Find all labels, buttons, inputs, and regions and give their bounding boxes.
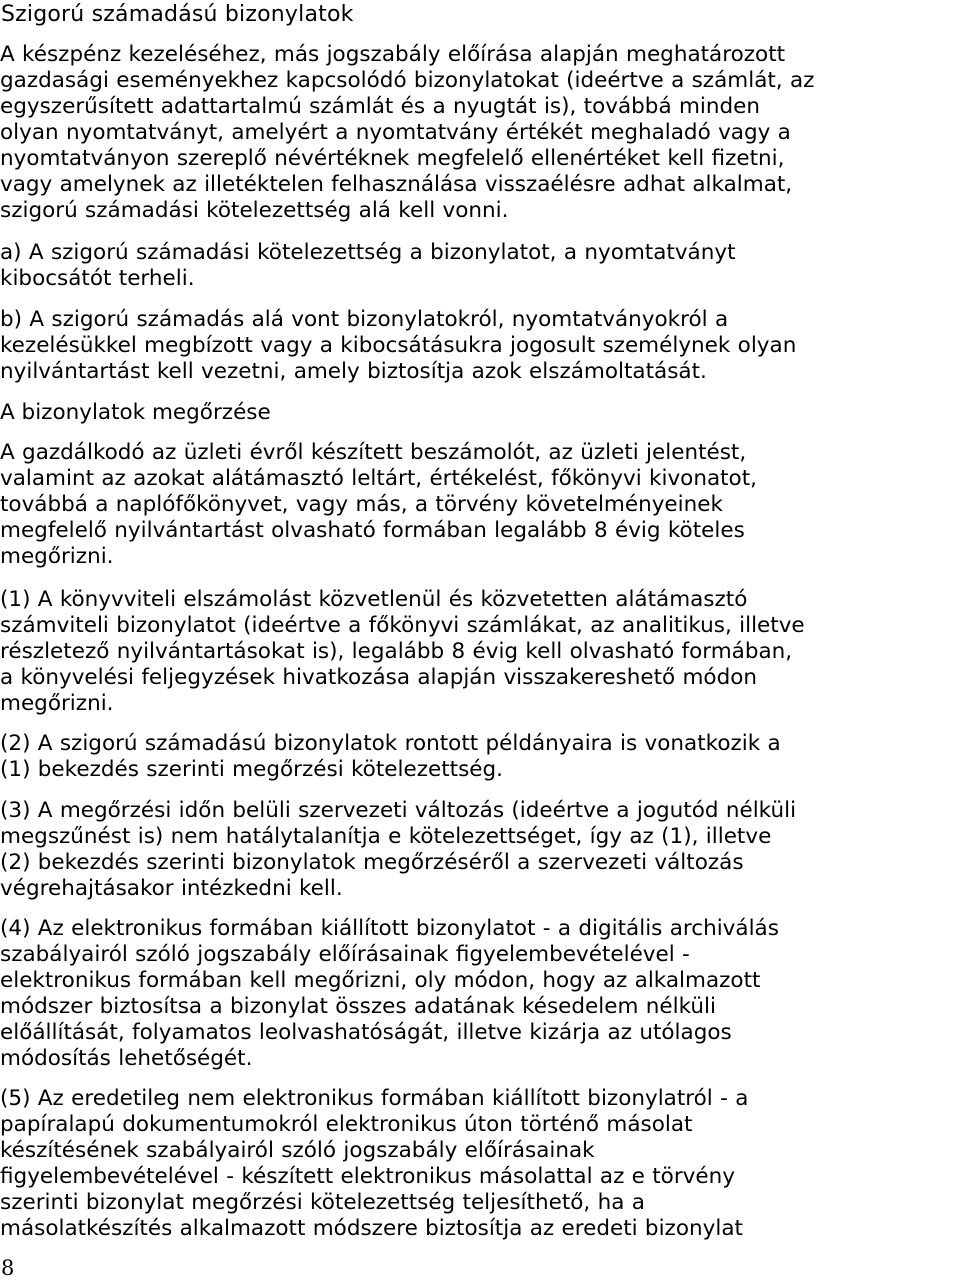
intro-paragraph [0,42,960,224]
text-line: számviteli bizonylatot (ideértve a főkönyvi számlákat, az analitikus, illetve [0,613,805,638]
retention-paragraph [0,440,960,570]
paragraph-5 [0,1086,960,1242]
section-heading: A bizonylatok megőrzése [0,400,271,425]
text-line: megfelelő nyilvántartást olvasható formában legalább 8 évig köteles [0,518,745,543]
paragraph-3 [0,798,960,902]
text-line: részletező nyilvántartásokat is), legalább 8 évig kell olvasható formában, [0,639,793,664]
text-line: elektronikus formában kell megőrizni, oly módon, hogy az alkalmazott [0,968,761,993]
text-line: módszer biztosítsa a bizonylat összes adatának késedelem nélküli [0,994,716,1019]
text-line: a) A szigorú számadási kötelezettség a bizonylatot, a nyomtatványt [0,240,736,265]
text-line: papíralapú dokumentumokról elektronikus úton történő másolat [0,1112,693,1137]
text-line: előállítását, folyamatos leolvashatóságát, illetve kizárja az utólagos [0,1020,732,1045]
page-title: Szigorú számadású bizonylatok [1,2,354,27]
text-line: (1) A könyvviteli elszámolást közvetlenül és közvetetten alátámasztó [0,587,748,612]
text-line: szigorú számadási kötelezettség alá kell vonni. [0,198,509,223]
paragraph-4 [0,916,960,1072]
text-line: módosítás lehetőségét. [0,1046,253,1071]
text-line: végrehajtásakor intézkedni kell. [0,876,343,901]
text-line: figyelembevételével - készített elektronikus másolattal az e törvény [0,1164,735,1189]
text-line: a könyvelési feljegyzések hivatkozása alapján visszakereshető módon [0,665,758,690]
text-line: gazdasági eseményekhez kapcsolódó bizonylatokat (ideértve a számlát, az [0,68,815,93]
text-line: nyomtatványon szereplő névértéknek megfelelő ellenértéket kell fizetni, [0,146,785,171]
text-line: A gazdálkodó az üzleti évről készített beszámolót, az üzleti jelentést, [0,440,747,465]
text-line: (5) Az eredetileg nem elektronikus formában kiállított bizonylatról - a [0,1086,749,1111]
text-line: másolatkészítés alkalmazott módszere biztosítja az eredeti bizonylat [0,1216,743,1241]
text-line: megőrizni. [0,544,114,569]
paragraph-b [0,307,960,385]
text-line: továbbá a naplófőkönyvet, vagy más, a törvény követelményeinek [0,492,723,517]
text-line: vagy amelynek az illetéktelen felhasználása visszaélésre adhat alkalmat, [0,172,793,197]
text-line: megőrizni. [0,691,114,716]
text-line: nyilvántartást kell vezetni, amely biztosítja azok elszámoltatását. [0,359,707,384]
text-line: egyszerűsített adattartalmú számlát és a nyugtát is), továbbá minden [0,94,761,119]
text-line: (4) Az elektronikus formában kiállított bizonylatot - a digitális archiválás [0,916,779,941]
text-line: (2) bekezdés szerinti bizonylatok megőrzéséről a szervezeti változás [0,850,744,875]
text-line: megszűnést is) nem hatálytalanítja e kötelezettséget, így az (1), illetve [0,824,772,849]
page-number: 8 [1,1256,15,1280]
paragraph-2 [0,731,960,783]
text-line: (3) A megőrzési időn belüli szervezeti változás (ideértve a jogutód nélküli [0,798,797,823]
text-line: valamint az azokat alátámasztó leltárt, értékelést, főkönyvi kivonatot, [0,466,757,491]
text-line: szerinti bizonylat megőrzési kötelezettség teljesíthető, ha a [0,1190,645,1215]
text-line: kezelésükkel megbízott vagy a kibocsátásukra jogosult személynek olyan [0,333,797,358]
text-line: (2) A szigorú számadású bizonylatok rontott példányaira is vonatkozik a [0,731,781,756]
text-line: olyan nyomtatványt, amelyért a nyomtatvány értékét meghaladó vagy a [0,120,791,145]
text-line: szabályairól szóló jogszabály előírásainak figyelembevételével - [0,942,690,967]
paragraph-1 [0,587,960,717]
text-line: kibocsátót terheli. [0,266,195,291]
text-line: A készpénz kezeléséhez, más jogszabály előírása alapján meghatározott [0,42,786,67]
text-line: b) A szigorú számadás alá vont bizonylatokról, nyomtatványokról a [0,307,729,332]
text-line: (1) bekezdés szerinti megőrzési kötelezettség. [0,757,503,782]
text-line: készítésének szabályairól szóló jogszabály előírásainak [0,1138,595,1163]
paragraph-a [0,240,960,292]
